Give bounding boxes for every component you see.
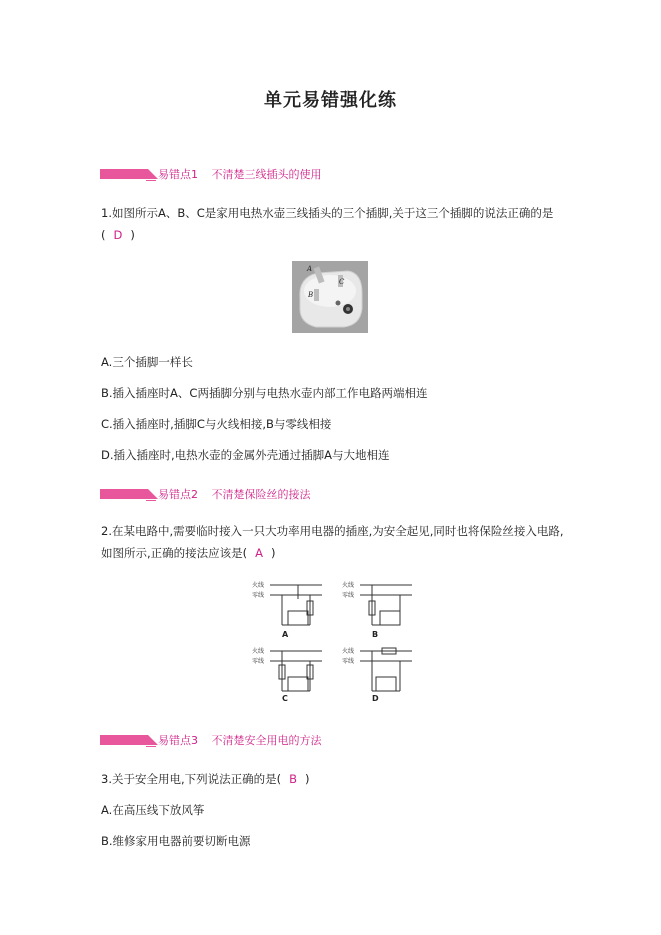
- section-header-3: [100, 732, 322, 748]
- section-banner: [100, 735, 148, 745]
- neutral-wire-label-b: 零线: [342, 592, 355, 599]
- live-wire-label-a: 火线: [252, 582, 265, 589]
- pin-label-b: B: [308, 291, 314, 299]
- question-3-stem: 3.关于安全用电,下列说法正确的是( B ): [101, 772, 310, 786]
- live-wire-label-b: 火线: [342, 582, 355, 589]
- question-1-option-c: C.插入插座时,插脚C与火线相接,B与零线相接: [101, 417, 332, 431]
- section-title: 不清楚安全用电的方法: [211, 734, 322, 747]
- fuse-circuit-diagram: [250, 577, 415, 703]
- question-2-stem: 2.在某电路中,需要临时接入一只大功率用电器的插座,为安全起见,同时也将保险丝接入电路,: [101, 524, 564, 538]
- page-title: 单元易错强化练: [264, 90, 397, 111]
- question-1-answer-line: ( D ): [101, 228, 135, 242]
- question-3-answer: B: [289, 772, 298, 786]
- question-2-answer-line: 如图所示,正确的接法应该是( A ): [101, 546, 276, 560]
- diagram-label-b: B: [372, 630, 379, 639]
- live-wire-label-c: 火线: [252, 648, 265, 655]
- section-banner: [100, 169, 148, 179]
- question-1-stem: 1.如图所示A、B、C是家用电热水壶三线插头的三个插脚,关于这三个插脚的说法正确的是: [101, 206, 554, 220]
- section-title: 不清楚保险丝的接法: [211, 488, 311, 501]
- three-pin-plug-image: [292, 261, 368, 333]
- section-banner: [100, 489, 148, 499]
- question-1-answer: D: [113, 228, 123, 242]
- diagram-label-c: C: [282, 694, 288, 703]
- neutral-wire-label-c: 零线: [252, 658, 265, 665]
- section-header-1: [100, 166, 322, 182]
- plug-photo: [292, 261, 368, 333]
- pin-label-a: A: [307, 265, 313, 273]
- neutral-wire-label-d: 零线: [342, 658, 355, 665]
- live-wire-label-d: 火线: [342, 648, 355, 655]
- diagram-label-a: A: [282, 630, 289, 639]
- diagram-label-d: D: [372, 694, 379, 703]
- question-1-option-a: A.三个插脚一样长: [101, 355, 193, 369]
- section-number: 易错点2: [158, 488, 198, 501]
- section-header-2: [100, 486, 311, 502]
- section-number: 易错点1: [158, 168, 198, 181]
- question-2-answer: A: [255, 546, 264, 560]
- section-title: 不清楚三线插头的使用: [211, 168, 322, 181]
- section-number: 易错点3: [158, 734, 198, 747]
- question-3-option-b: B.维修家用电器前要切断电源: [101, 834, 251, 848]
- neutral-wire-label-a: 零线: [252, 592, 265, 599]
- question-1-option-b: B.插入插座时A、C两插脚分别与电热水壶内部工作电路两端相连: [101, 386, 428, 400]
- question-3-option-a: A.在高压线下放风筝: [101, 803, 205, 817]
- pin-label-c: C: [339, 278, 345, 286]
- question-1-option-d: D.插入插座时,电热水壶的金属外壳通过插脚A与大地相连: [101, 448, 390, 462]
